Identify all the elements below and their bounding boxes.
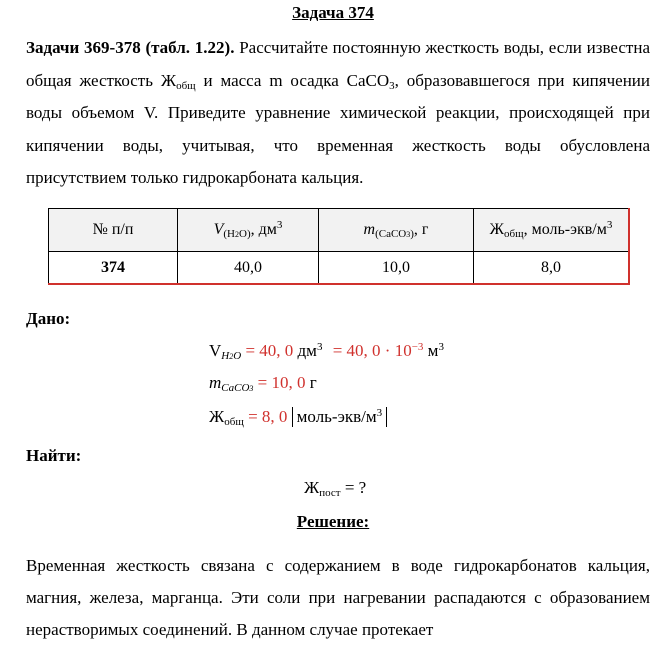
find-formula: $Ж_{пост}$ = ? bbox=[304, 478, 367, 499]
cell-number: 374 bbox=[49, 252, 178, 285]
solution-label: Решение: bbox=[296, 512, 370, 531]
header-hardness: $Ж_{общ}$, моль-$экв/м^3$ bbox=[474, 209, 630, 252]
cell-mass: 10,0 bbox=[319, 252, 474, 285]
page-title: Задача 374 bbox=[292, 3, 374, 22]
problem-number: Задачи 369-378 (табл. 1.22). bbox=[26, 38, 235, 57]
find-label: Найти: bbox=[26, 446, 82, 465]
header-number: № п/п bbox=[49, 209, 178, 252]
table-header-row bbox=[49, 209, 630, 252]
problem-statement: Задачи 369-378 (табл. 1.22). Рассчитайте постоянную жесткость воды, если известна общая жесткость $Ж_{общ}$ и масса m осадка CaCO$_3$, образовавшегося при кипячении воды объемом V. Приведите уравнение химической реакции, происходящей при кипячении воды, учитывая, что временная жесткость воды обусловлена присутствием только гидрокарбоната кальция. bbox=[26, 38, 650, 187]
data-table bbox=[48, 208, 630, 285]
table-row bbox=[49, 252, 630, 285]
given-mass: $m_{CaCO3} = 10$, 0 г bbox=[209, 373, 317, 394]
given-hardness: $Ж_{общ} = 8$, 0 моль-$экв/м^3$ bbox=[209, 407, 387, 427]
given-volume: $V_{H2O} = 40$, 0 $дм^3 = 40$, $0 \cdot 10^{-3}$ $м^3$ bbox=[209, 341, 444, 362]
header-volume: $V_{(H2O)}$, $дм^3$ bbox=[178, 209, 319, 252]
cell-volume: 40,0 bbox=[178, 252, 319, 285]
cell-hardness: 8,0 bbox=[474, 252, 630, 285]
solution-text: Временная жесткость связана с содержанием в воде гидрокарбонатов кальция, магния, железа, марганца. Эти соли при нагревании распадаются с образованием нерастворимых соединений. В данном случае протекает bbox=[26, 556, 650, 639]
given-label: Дано: bbox=[26, 309, 71, 328]
header-mass: $m_{(CaCO3)}$, г bbox=[319, 209, 474, 252]
